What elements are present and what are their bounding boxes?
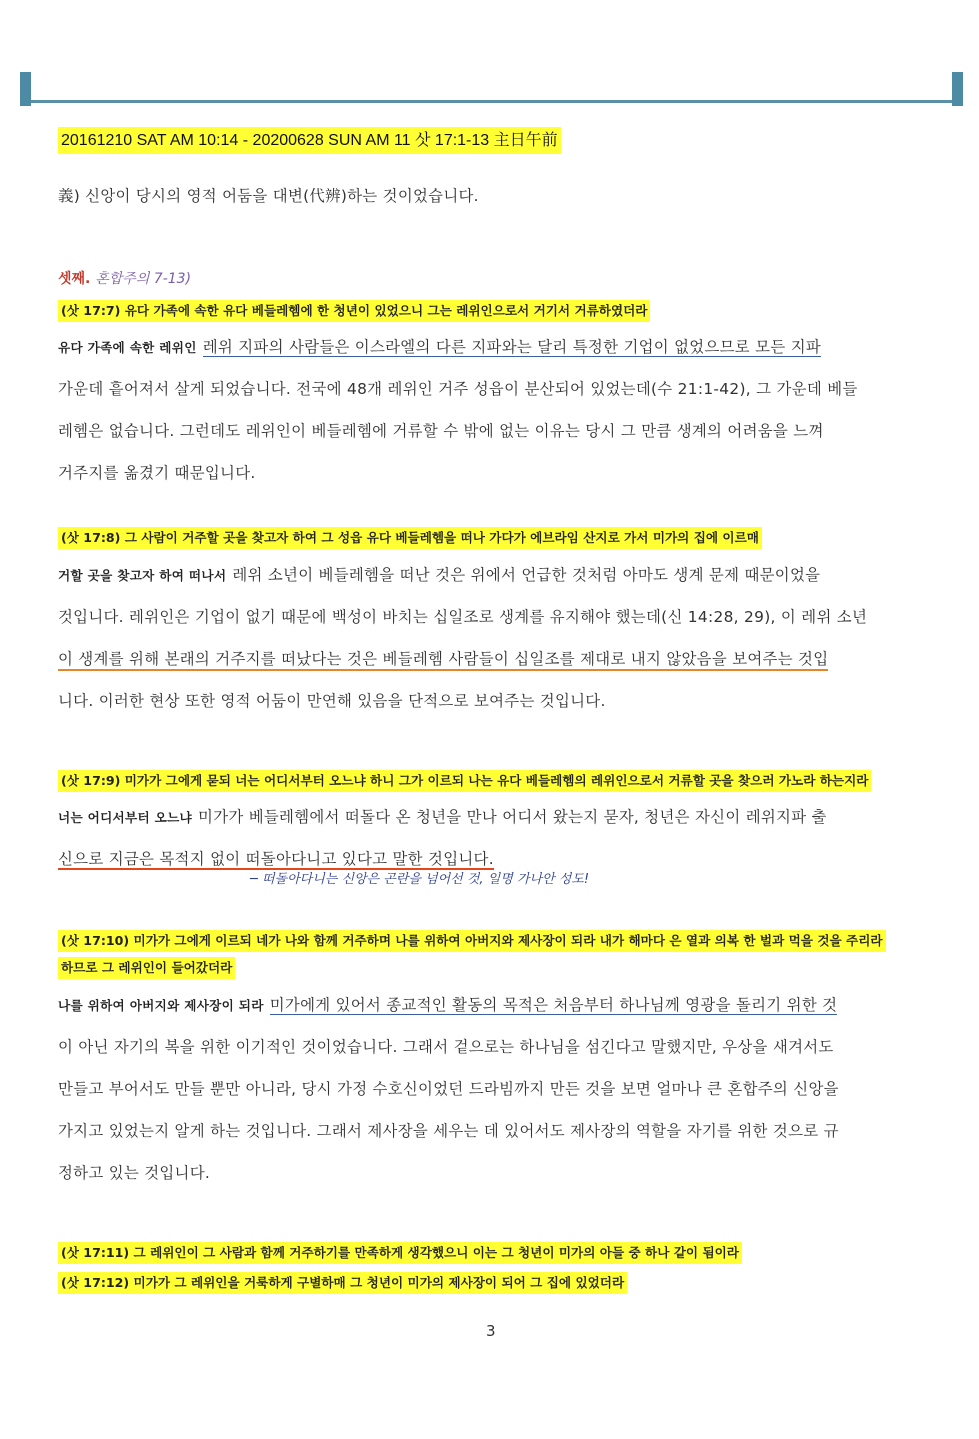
right-tab-marker bbox=[952, 72, 963, 106]
p10-line-3: 만들고 부어서도 만들 뿐만 아니라, 당시 가정 수호신이었던 드라빔까지 만든 것을 보면 얼마나 큰 혼합주의 신앙을 bbox=[58, 1080, 839, 1098]
verse-17-10: (삿 17:10) 미가가 그에게 이르되 네가 나와 함께 거주하며 나를 위하여 아버지와 제사장이 되라 내가 해마다 은 열과 의복 한 벌과 먹을 것을 주리라 bbox=[58, 930, 886, 952]
p8-line-1 bbox=[58, 565, 820, 586]
verse-17-7: (삿 17:7) 유다 가족에 속한 유다 베들레헴에 한 청년이 있었으니 그는 레위인으로서 거기서 거류하였더라 bbox=[58, 300, 650, 322]
p7-line-4: 거주지를 옮겼기 때문입니다. bbox=[58, 464, 256, 482]
p9-l2-text: 신으로 지금은 목적지 없이 떠돌아다니고 있다고 말한 것입니다. bbox=[58, 850, 494, 868]
section-label bbox=[58, 268, 191, 288]
p9-l1-text: 미가가 베들레헴에서 떠돌다 온 청년을 만나 어디서 왔는지 묻자, 청년은 자신이 레위지파 출 bbox=[198, 808, 827, 826]
p10-keyword: 나를 위하여 아버지와 제사장이 되라 bbox=[58, 998, 264, 1013]
p7-line-2: 가운데 흩어져서 살게 되었습니다. 전국에 48개 레위인 거주 성읍이 분산되어 있었는데(수 21:1-42), 그 가운데 베들 bbox=[58, 380, 858, 398]
verse-17-9: (삿 17:9) 미가가 그에게 묻되 너는 어디서부터 오느냐 하니 그가 이르되 나는 유다 베들레헴의 레위인으로서 거류할 곳을 찾으러 가노라 하는지라 bbox=[58, 770, 871, 792]
p8-l1-text: 레위 소년이 베들레헴을 떠난 것은 위에서 언급한 것처럼 아마도 생계 문제 때문이었을 bbox=[232, 566, 821, 584]
p10-line-4: 가지고 있었는지 알게 하는 것입니다. 그래서 제사장을 세우는 데 있어서도 제사장의 역할을 자기를 위한 것으로 규 bbox=[58, 1122, 839, 1140]
page-number: 3 bbox=[486, 1322, 496, 1340]
handwritten-annotation: ─ 떠돌아다니는 신앙은 곤란을 넘어선 것, 일명 가나안 성도! bbox=[250, 872, 590, 887]
p8-keyword: 거할 곳을 찾고자 하여 떠나서 bbox=[58, 568, 227, 583]
p10-line-5: 정하고 있는 것입니다. bbox=[58, 1164, 211, 1182]
section-handwritten-note: 혼합주의 7-13) bbox=[95, 271, 192, 287]
p7-line-1 bbox=[58, 337, 821, 358]
document-header: 20161210 SAT AM 10:14 - 20200628 SUN AM 11 삿 17:1-13 主日午前 bbox=[58, 127, 561, 154]
p7-l1-text: 레위 지파의 사람들은 이스라엘의 다른 지파와는 달리 특정한 기업이 없었으므로 모든 지파 bbox=[202, 338, 822, 356]
p8-line-3: 이 생계를 위해 본래의 거주지를 떠났다는 것은 베들레헴 사람들이 십일조를 제대로 내지 않았음을 보여주는 것입 bbox=[58, 649, 828, 671]
p10-l1-text: 미가에게 있어서 종교적인 활동의 목적은 처음부터 하나님께 영광을 돌리기 위한 것 bbox=[269, 996, 838, 1014]
p8-line-2: 것입니다. 레위인은 기업이 없기 때문에 백성이 바치는 십일조로 생계를 유지해야 했는데(신 14:28, 29), 이 레위 소년 bbox=[58, 608, 868, 626]
p9-keyword: 너는 어디서부터 오느냐 bbox=[58, 810, 193, 825]
p10-line-1 bbox=[58, 995, 837, 1016]
verse-17-10-cont: 하므로 그 레위인이 들어갔더라 bbox=[58, 957, 235, 979]
top-rule bbox=[20, 100, 963, 103]
verse-17-12: (삿 17:12) 미가가 그 레위인을 거룩하게 구별하매 그 청년이 미가의 제사장이 되어 그 집에 있었더라 bbox=[58, 1272, 627, 1294]
intro-line: 義) 신앙이 당시의 영적 어둠을 대변(代辨)하는 것이었습니다. bbox=[58, 187, 479, 205]
verse-17-8: (삿 17:8) 그 사람이 거주할 곳을 찾고자 하여 그 성읍 유다 베들레헴을 떠나 가다가 에브라임 산지로 가서 미가의 집에 이르매 bbox=[58, 527, 762, 549]
p10-line-2: 이 아닌 자기의 복을 위한 이기적인 것이었습니다. 그래서 겉으로는 하나님을 섬긴다고 말했지만, 우상을 새겨서도 bbox=[58, 1038, 834, 1056]
verse-17-11: (삿 17:11) 그 레위인이 그 사람과 함께 거주하기를 만족하게 생각했으니 이는 그 청년이 미가의 아들 중 하나 같이 됨이라 bbox=[58, 1242, 742, 1264]
p9-line-2 bbox=[58, 849, 494, 869]
p8-line-4: 니다. 이러한 현상 또한 영적 어둠이 만연해 있음을 단적으로 보여주는 것입니다. bbox=[58, 692, 606, 710]
section-label-text: 셋째. bbox=[58, 271, 91, 287]
p7-line-3: 레헴은 없습니다. 그런데도 레위인이 베들레헴에 거류할 수 밖에 없는 이유는 당시 그 만큼 생계의 어려움을 느껴 bbox=[58, 422, 824, 440]
p9-line-1 bbox=[58, 807, 827, 828]
left-tab-marker bbox=[20, 72, 31, 106]
p7-keyword: 유다 가족에 속한 레위인 bbox=[58, 340, 197, 355]
